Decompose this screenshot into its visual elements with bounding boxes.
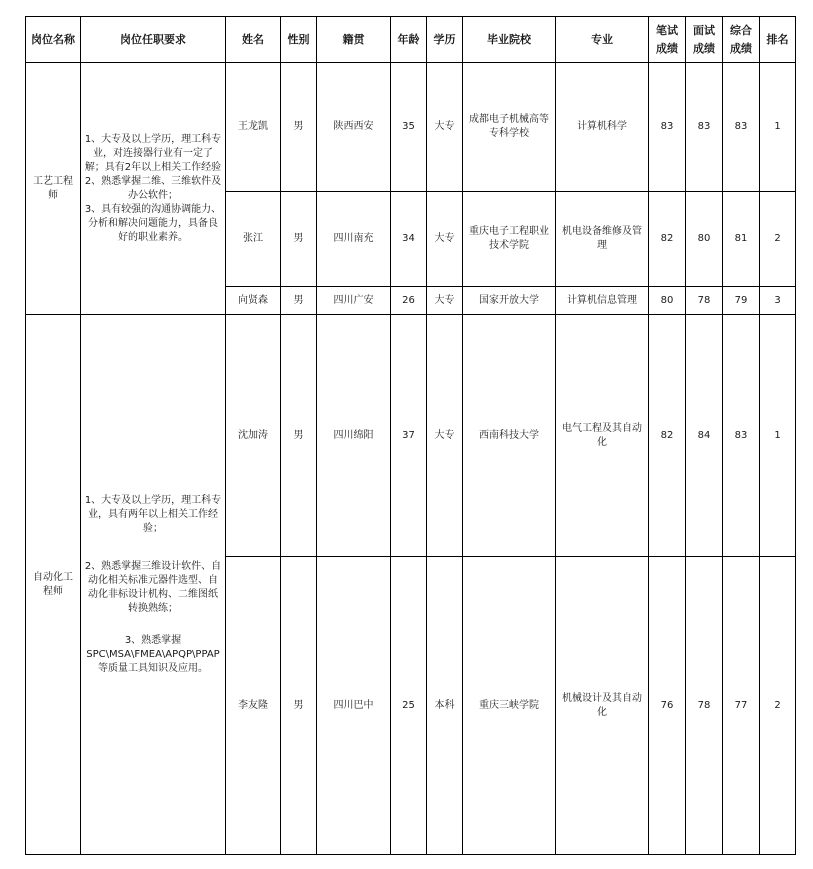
requirement-item: 2、熟悉掌握二维、三维软件及办公软件； <box>84 175 222 201</box>
age-cell: 25 <box>391 557 427 855</box>
total-score-cell: 79 <box>723 287 760 315</box>
interview-score-cell: 84 <box>686 315 723 557</box>
school-cell: 国家开放大学 <box>463 287 556 315</box>
rank-cell: 1 <box>760 315 796 557</box>
requirement-item: 1、大专及以上学历，理工科专业，对连接器行业有一定了解；具有2年以上相关工作经验 <box>84 133 222 173</box>
age-cell: 34 <box>391 192 427 287</box>
name-cell: 李友隆 <box>226 557 281 855</box>
total-score-cell: 81 <box>723 192 760 287</box>
header-requirements: 岗位任职要求 <box>81 17 226 63</box>
major-cell: 电气工程及其自动化 <box>556 315 649 557</box>
total-score-cell: 77 <box>723 557 760 855</box>
header-rank: 排名 <box>760 17 796 63</box>
major-cell: 机电设备维修及管理 <box>556 192 649 287</box>
total-score-cell: 83 <box>723 63 760 192</box>
age-cell: 26 <box>391 287 427 315</box>
interview-score-cell: 78 <box>686 287 723 315</box>
requirement-item: 3、具有较强的沟通协调能力、分析和解决问题能力，具备良好的职业素养。 <box>84 203 222 243</box>
name-cell: 王龙凯 <box>226 63 281 192</box>
written-score-cell: 82 <box>649 192 686 287</box>
header-position: 岗位名称 <box>26 17 81 63</box>
school-cell: 西南科技大学 <box>463 315 556 557</box>
candidate-score-table <box>25 16 796 855</box>
origin-cell: 四川绵阳 <box>317 315 391 557</box>
origin-cell: 陕西西安 <box>317 63 391 192</box>
written-score-cell: 80 <box>649 287 686 315</box>
written-score-cell: 82 <box>649 315 686 557</box>
table-row <box>26 315 796 557</box>
school-cell: 重庆三峡学院 <box>463 557 556 855</box>
major-cell: 计算机科学 <box>556 63 649 192</box>
position-cell: 自动化工程师 <box>26 315 81 855</box>
position-cell: 工艺工程师 <box>26 63 81 315</box>
rank-cell: 1 <box>760 63 796 192</box>
name-cell: 张江 <box>226 192 281 287</box>
rank-cell: 2 <box>760 557 796 855</box>
total-score-cell: 83 <box>723 315 760 557</box>
school-cell: 重庆电子工程职业技术学院 <box>463 192 556 287</box>
header-total-score: 综合成绩 <box>723 17 760 63</box>
origin-cell: 四川广安 <box>317 287 391 315</box>
header-age: 年龄 <box>391 17 427 63</box>
education-cell: 大专 <box>427 63 463 192</box>
rank-cell: 3 <box>760 287 796 315</box>
header-written-score: 笔试成绩 <box>649 17 686 63</box>
school-cell: 成都电子机械高等专科学校 <box>463 63 556 192</box>
header-interview-score: 面试成绩 <box>686 17 723 63</box>
age-cell: 37 <box>391 315 427 557</box>
education-cell: 大专 <box>427 315 463 557</box>
gender-cell: 男 <box>281 315 317 557</box>
header-school: 毕业院校 <box>463 17 556 63</box>
gender-cell: 男 <box>281 557 317 855</box>
name-cell: 沈加涛 <box>226 315 281 557</box>
interview-score-cell: 80 <box>686 192 723 287</box>
major-cell: 计算机信息管理 <box>556 287 649 315</box>
requirement-item: 3、熟悉掌握SPC\MSA\FMEA\APQP\PPAP等质量工具知识及应用。 <box>86 634 220 674</box>
header-education: 学历 <box>427 17 463 63</box>
gender-cell: 男 <box>281 192 317 287</box>
written-score-cell: 76 <box>649 557 686 855</box>
gender-cell: 男 <box>281 63 317 192</box>
requirement-item: 2、熟悉掌握三维设计软件、自动化相关标准元器件选型、自动化非标设计机构、二维图纸转换熟练； <box>84 560 222 614</box>
origin-cell: 四川南充 <box>317 192 391 287</box>
age-cell: 35 <box>391 63 427 192</box>
header-gender: 性别 <box>281 17 317 63</box>
table-row <box>26 63 796 192</box>
requirements-cell <box>81 63 226 315</box>
header-name: 姓名 <box>226 17 281 63</box>
education-cell: 本科 <box>427 557 463 855</box>
header-row <box>26 17 796 63</box>
header-major: 专业 <box>556 17 649 63</box>
major-cell: 机械设计及其自动化 <box>556 557 649 855</box>
requirement-item: 1、大专及以上学历，理工科专业，具有两年以上相关工作经验； <box>84 494 222 534</box>
gender-cell: 男 <box>281 287 317 315</box>
rank-cell: 2 <box>760 192 796 287</box>
education-cell: 大专 <box>427 192 463 287</box>
interview-score-cell: 78 <box>686 557 723 855</box>
origin-cell: 四川巴中 <box>317 557 391 855</box>
requirements-cell <box>81 315 226 855</box>
name-cell: 向贤森 <box>226 287 281 315</box>
written-score-cell: 83 <box>649 63 686 192</box>
header-origin: 籍贯 <box>317 17 391 63</box>
education-cell: 大专 <box>427 287 463 315</box>
interview-score-cell: 83 <box>686 63 723 192</box>
